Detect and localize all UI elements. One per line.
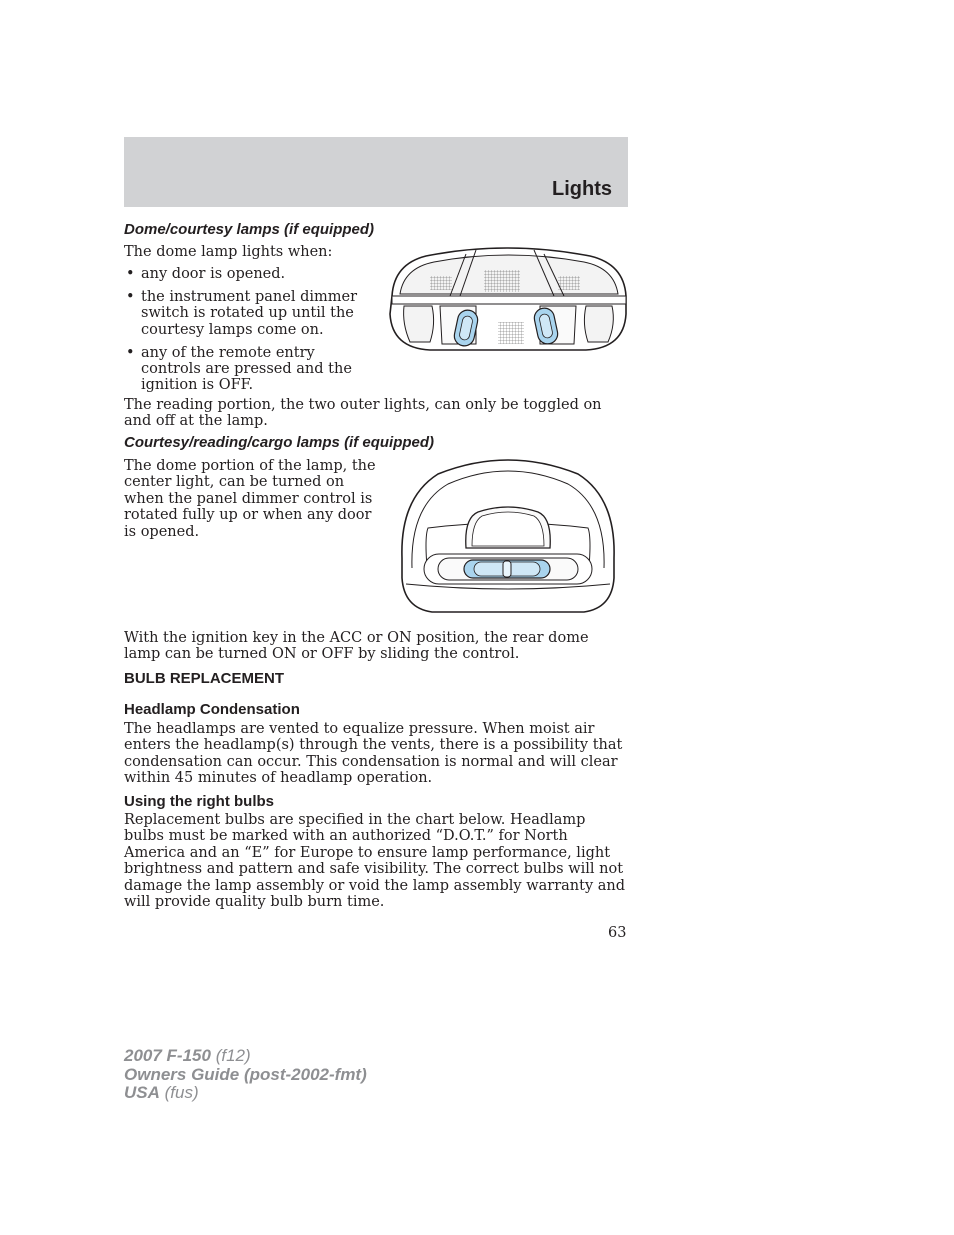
reading-portion-text: The reading portion, the two outer lights, can only be toggled on and off at the lamp. <box>124 397 602 430</box>
right-bulbs-text: Replacement bulbs are specified in the chart below. Headlamp bulbs must be marked with an authorized “D.O.T.” for North America and an “E” for Europe to ensure lamp performance, light brightness and pattern and safe visibility. The correct bulbs will not damage the lamp assembly or void the lamp assembly warranty and will provide quality bulb burn time. <box>124 812 626 911</box>
list-item: • any of the remote entry controls are pressed and the ignition is OFF. <box>126 344 352 394</box>
headlamp-condensation-heading: Headlamp Condensation <box>124 701 300 718</box>
page-number: 63 <box>608 925 627 941</box>
page-title: Lights <box>552 178 612 200</box>
list-item: • the instrument panel dimmer switch is rotated up until the courtesy lamps come on. <box>126 288 357 338</box>
dome-courtesy-heading: Dome/courtesy lamps (if equipped) <box>124 221 375 238</box>
right-bulbs-heading: Using the right bulbs <box>124 793 274 810</box>
courtesy-reading-cargo-heading: Courtesy/reading/cargo lamps (if equipped) <box>124 434 435 451</box>
section-header-bar <box>124 137 628 207</box>
bulb-replacement-heading: BULB REPLACEMENT <box>124 670 284 687</box>
dome-intro-text: The dome lamp lights when: <box>124 244 333 260</box>
dome-portion-text: The dome portion of the lamp, the center light, can be turned on when the panel dimmer control is rotated fully up or when any door is opened. <box>124 458 376 540</box>
list-item: • any door is opened. <box>126 266 286 282</box>
headlamp-condensation-text: The headlamps are vented to equalize pressure. When moist air enters the headlamp(s) through the vents, there is a possibility that condensation can occur. This condensation is normal and will clear within 45 minutes of headlamp operation. <box>124 721 623 787</box>
document-footer: 2007 F-150 (f12) Owners Guide (post-2002-fmt) USA (fus) <box>124 1046 367 1102</box>
rear-dome-text: With the ignition key in the ACC or ON position, the rear dome lamp can be turned ON or OFF by sliding the control. <box>124 630 589 663</box>
rear-dome-lamp-illustration <box>398 458 618 616</box>
dome-conditions-list <box>124 266 374 400</box>
dome-lamp-illustration <box>386 244 630 354</box>
